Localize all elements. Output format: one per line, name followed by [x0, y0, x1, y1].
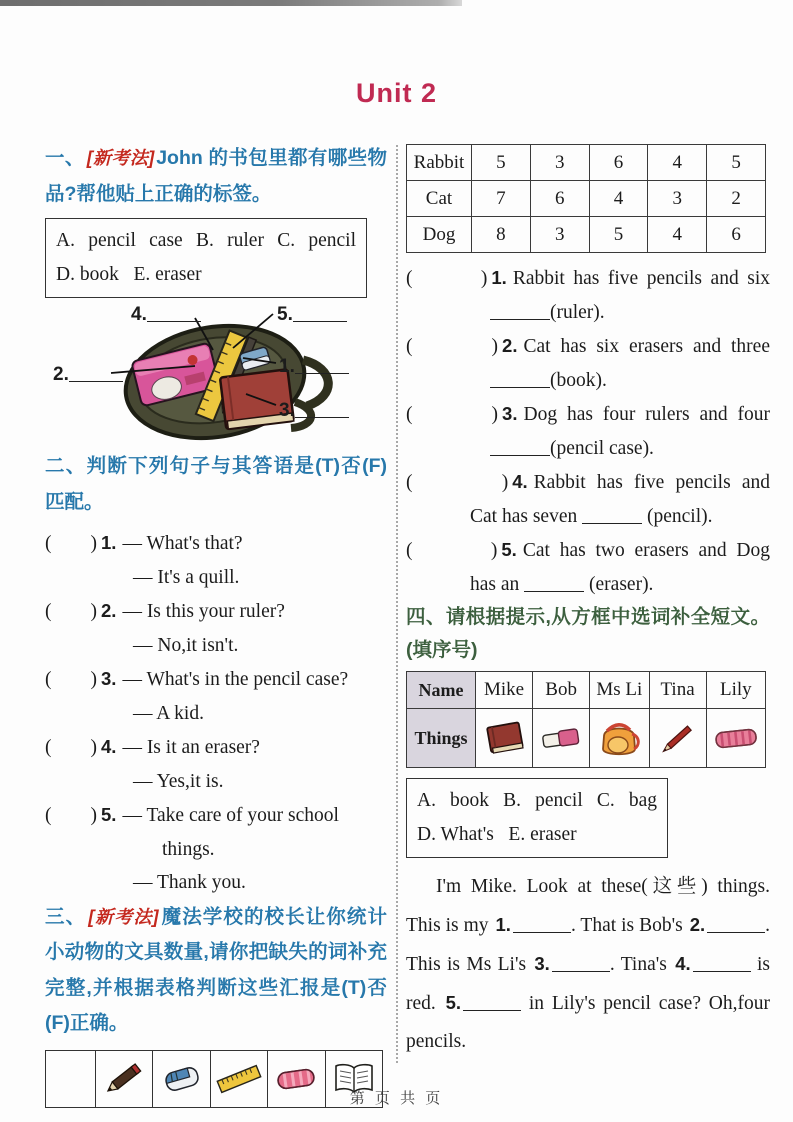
page-footer: 第 页 共 页: [349, 1090, 444, 1107]
tf-item: ( ) 2. — Is this your ruler? — No,it isn't.: [45, 600, 285, 656]
fill-item: ( ) 4. Rabbit has five pencils and Cat has seven (pencil).: [406, 471, 770, 527]
tf-item: ( ) 5. — Take care of your school things. — Thank you.: [45, 804, 339, 893]
options-line: A. pencil case B. ruler C. pencil: [56, 230, 356, 251]
name-label: Name: [407, 672, 476, 709]
table-things-row: [407, 709, 766, 768]
answer-blank: [293, 302, 347, 322]
section1-heading: [45, 140, 387, 212]
schoolbag-icon: [594, 716, 644, 760]
answer-blank: [513, 913, 571, 934]
answer-blank: [295, 398, 349, 418]
things-label: Things: [407, 709, 476, 768]
section4-number: 四、: [406, 606, 446, 628]
fill-item: ( ) 3. Dog has four rulers and four (pencil case).: [406, 403, 770, 459]
pencil-icon: [654, 717, 702, 759]
section1-title: John 的书包里都有哪些物品?帮他贴上正确的标签。: [45, 147, 387, 205]
section3-heading: [45, 900, 387, 1042]
cloze-passage: I'm Mike. Look at these(这些) things. This is my 1. . That is Bob's 2. . This is Ms Li's 3. . Tina's 4. is red. 5. in Lily's pencil case? Oh,four pencils.: [406, 876, 770, 1052]
answer-blank: [490, 299, 550, 320]
name-things-table: [406, 671, 766, 768]
figure-label-2: 2.: [53, 360, 123, 386]
scan-artifact-bar: [0, 0, 462, 6]
section3-title: 魔法学校的校长让你统计小动物的文具数量,请你把缺失的词补充完整,并根据表格判断这些汇报是(T)否(F)正确。: [45, 905, 387, 1034]
section2-number: 二、: [45, 455, 87, 477]
column-divider: [396, 145, 398, 1063]
answer-blank: [524, 571, 584, 592]
section1-options-box: [45, 218, 367, 298]
tf-item: ( ) 1. — What's that? — It's a quill.: [45, 532, 243, 588]
section4-heading: [406, 601, 770, 667]
options-line: D. What's E. eraser: [417, 824, 577, 845]
figure-label-1: 1.: [279, 352, 349, 378]
table-header-row: Name Mike Bob Ms Li Tina Lily: [407, 672, 766, 709]
answer-blank: [69, 362, 123, 382]
backpack-figure: [45, 302, 387, 446]
right-column: [406, 142, 770, 1061]
section2-heading: [45, 448, 387, 520]
fill-item: ( ) 2. Cat has six erasers and three (book).: [406, 335, 770, 391]
options-line: A. book B. pencil C. bag: [417, 790, 657, 811]
section2-items: [45, 526, 387, 900]
answer-blank: [463, 991, 521, 1012]
new-method-tag: [新考法]: [88, 906, 159, 927]
tf-item: ( ) 4. — Is it an eraser? — Yes,it is.: [45, 736, 260, 792]
section3-items: [406, 261, 770, 601]
section2-title: 判断下列句子与其答语是(T)否(F)匹配。: [45, 455, 387, 513]
eraser-icon: [537, 717, 585, 759]
figure-label-3: 3.: [279, 396, 349, 422]
fill-item: ( ) 1. Rabbit has five pencils and six (ruler).: [406, 267, 770, 323]
answer-blank: [295, 354, 349, 374]
answer-blank: [582, 503, 642, 524]
answer-blank: [490, 367, 550, 388]
page-title: Unit 2: [355, 78, 437, 108]
animal-count-table: [406, 144, 766, 253]
section4-title: 请根据提示,从方框中选词补全短文。(填序号): [406, 606, 770, 661]
table-row: Dog 8 3 5 4 6: [407, 217, 766, 253]
options-line: D. book E. eraser: [56, 264, 202, 285]
tf-item: ( ) 3. — What's in the pencil case? — A kid.: [45, 668, 349, 724]
answer-blank: [147, 302, 201, 322]
section1-number: 一、: [45, 147, 85, 169]
fill-item: ( ) 5. Cat has two erasers and Dog has an (eraser).: [406, 539, 770, 595]
answer-blank: [693, 952, 751, 973]
answer-blank: [707, 913, 765, 934]
section4-options-box: [406, 778, 668, 858]
figure-label-4: 4.: [131, 300, 201, 326]
table-row: Cat 7 6 4 3 2: [407, 181, 766, 217]
closed-book-icon: [480, 717, 528, 759]
answer-blank: [552, 952, 610, 973]
left-column: [45, 140, 387, 1108]
section3-number: 三、: [45, 905, 87, 928]
table-row: Rabbit 5 3 6 4 5: [407, 145, 766, 181]
pencil-case-icon: [711, 717, 761, 759]
new-method-tag: [新考法]: [86, 148, 155, 168]
answer-blank: [490, 435, 550, 456]
figure-label-5: 5.: [277, 300, 347, 326]
